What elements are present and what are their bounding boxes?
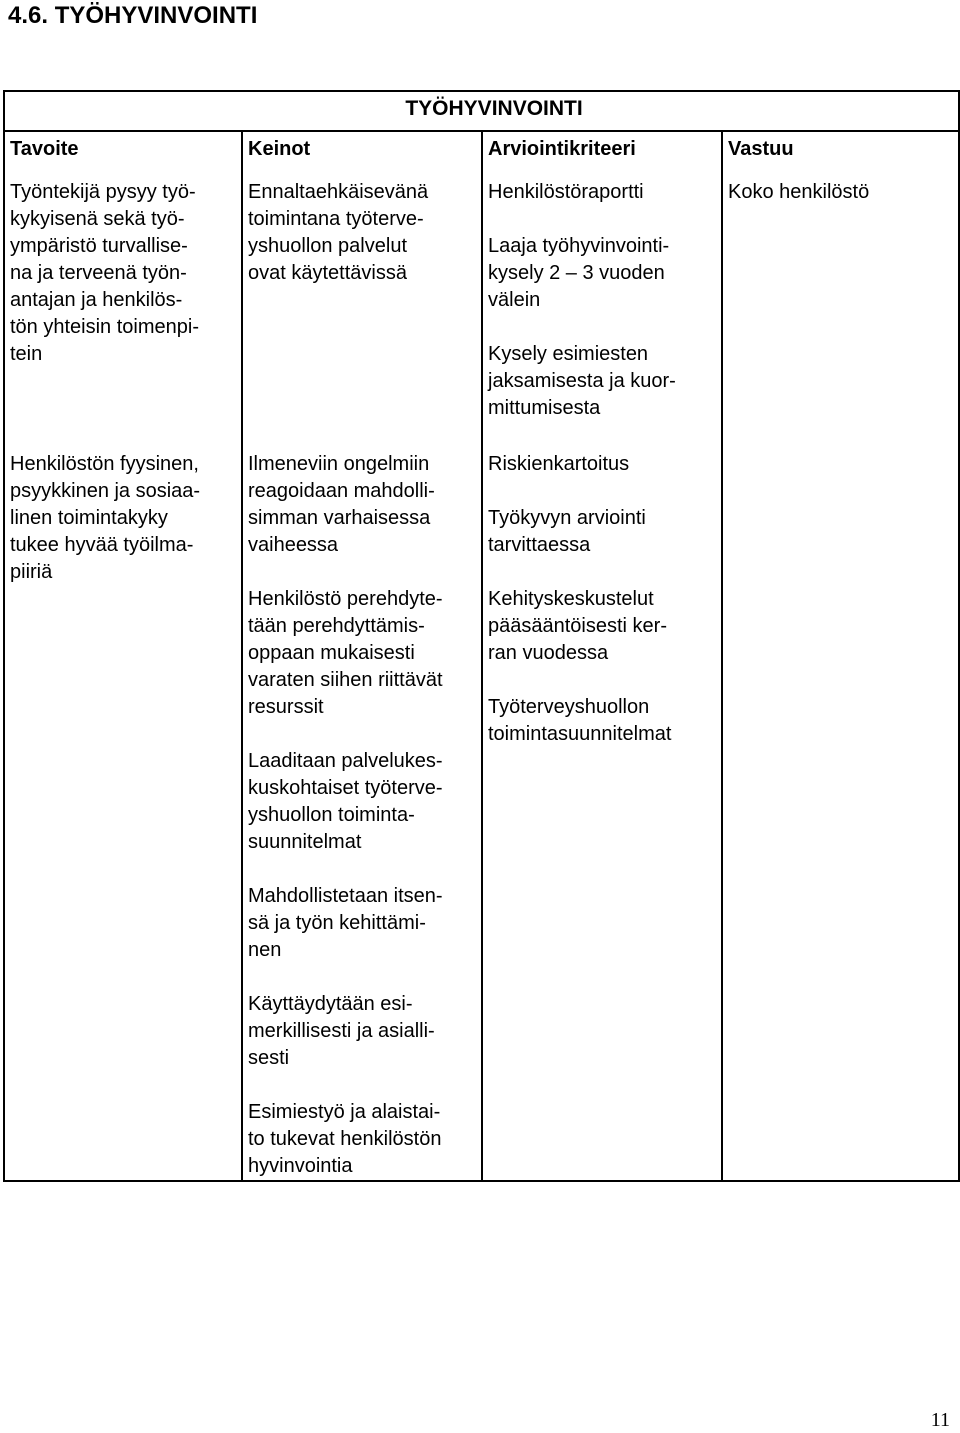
means-cell xyxy=(242,173,482,445)
table-row xyxy=(4,445,959,1181)
criteria-item: Työkyvyn arviointi tarvittaessa xyxy=(488,507,646,556)
means-item: Käyttäydytään esi- merkillisesti ja asialli- sesti xyxy=(248,993,435,1069)
means-item: Ennaltaehkäisevänä toimintana työterve- yshuollon palvelut ovat käytettävissä xyxy=(248,181,429,284)
criteria-cell xyxy=(482,445,722,1181)
criteria-item: Laaja työhyvinvointi- kysely 2 – 3 vuoden välein xyxy=(488,235,670,311)
table-header-row xyxy=(4,131,959,173)
responsibility-text: Koko henkilöstö xyxy=(728,181,870,203)
wellbeing-table xyxy=(3,90,960,1182)
means-cell xyxy=(242,445,482,1181)
table-caption: TYÖHYVINVOINTI xyxy=(405,97,583,120)
means-item: Esimiestyö ja alaistai- to tukevat henkilöstön hyvinvointia xyxy=(248,1101,442,1177)
table-row xyxy=(4,173,959,445)
means-item: Laaditaan palvelukes- kuskohtaiset työterve- yshuollon toiminta- suunnitelmat xyxy=(248,750,443,853)
criteria-item: Riskienkartoitus xyxy=(488,453,630,475)
goal-cell xyxy=(4,445,242,1181)
responsibility-cell xyxy=(722,445,959,1181)
column-header-goal: Tavoite xyxy=(4,131,242,173)
column-header-means: Keinot xyxy=(242,131,482,173)
column-header-criteria: Arviointikriteeri xyxy=(482,131,722,173)
criteria-cell xyxy=(482,173,722,445)
criteria-item: Kehityskeskustelut pääsääntöisesti ker- ran vuodessa xyxy=(488,588,667,664)
goal-cell xyxy=(4,173,242,445)
means-item: Henkilöstö perehdyte- tään perehdyttämis- oppaan mukaisesti varaten siihen riittävät resurssit xyxy=(248,588,443,718)
goal-text: Työntekijä pysyy työ- kykyisenä sekä työ- ympäristö turvallise- na ja terveenä työn- antajan ja henkilös- tön yhteisin toimenpi- tein xyxy=(10,181,199,365)
column-header-responsibility: Vastuu xyxy=(722,131,959,173)
table-caption-cell xyxy=(4,91,959,131)
criteria-item: Työterveyshuollon toimintasuunnitelmat xyxy=(488,696,672,745)
criteria-item: Kysely esimiesten jaksamisesta ja kuor- mittumisesta xyxy=(488,343,676,419)
responsibility-cell xyxy=(722,173,959,445)
goal-text: Henkilöstön fyysinen, psyykkinen ja sosiaa- linen toimintakyky tukee hyvää työilma- piiriä xyxy=(10,453,201,583)
criteria-item: Henkilöstöraportti xyxy=(488,181,644,203)
page-number: 11 xyxy=(930,1409,950,1431)
means-item: Ilmeneviin ongelmiin reagoidaan mahdolli- simman varhaisessa vaiheessa xyxy=(248,453,435,556)
section-heading: 4.6. TYÖHYVINVOINTI xyxy=(8,2,258,29)
means-item: Mahdollistetaan itsen- sä ja työn kehittämi- nen xyxy=(248,885,443,961)
